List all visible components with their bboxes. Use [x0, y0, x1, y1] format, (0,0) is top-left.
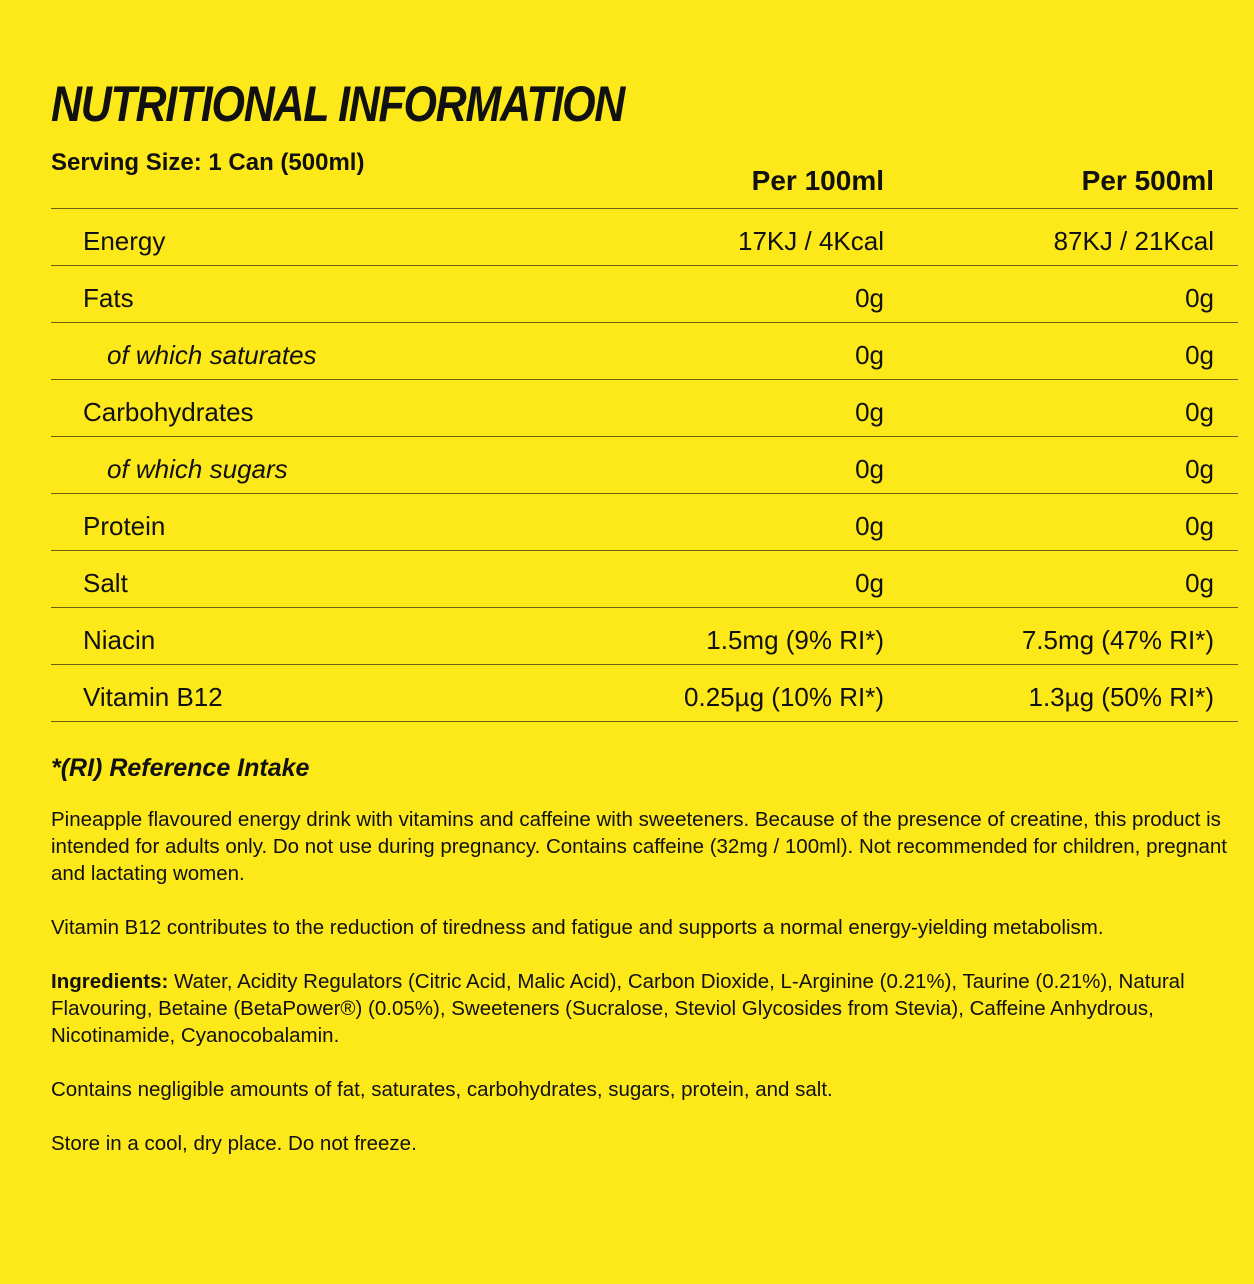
- ingredients-list: [51, 968, 1238, 1049]
- row-label: Carbohydrates: [83, 397, 254, 427]
- row-label: Energy: [83, 226, 166, 256]
- value-per-500ml: 0g: [1185, 511, 1214, 541]
- product-description: Pineapple flavoured energy drink with vitamins and caffeine with sweeteners. Because of the presence of creatine, this product is intended for adults only. Do not use during pregnancy. Contains caffeine (32mg / 100ml). Not recommended for children, pregnant and lactating women.: [51, 808, 1228, 885]
- row-label: of which saturates: [107, 340, 317, 370]
- row-label: Niacin: [83, 625, 156, 655]
- value-per-100ml: 17KJ / 4Kcal: [738, 226, 884, 256]
- row-label: Salt: [83, 568, 128, 598]
- table-row-protein: [51, 494, 1238, 551]
- row-label: Fats: [83, 283, 134, 313]
- table-row-fats: [51, 266, 1238, 323]
- column-header-per-500ml: Per 500ml: [1081, 165, 1214, 196]
- value-per-100ml: 0.25µg (10% RI*): [684, 682, 884, 712]
- vitamin-b12-claim: Vitamin B12 contributes to the reduction of tiredness and fatigue and supports a normal energy-yielding metabolism.: [51, 916, 1104, 939]
- nutrition-table: [51, 208, 1238, 722]
- table-row-carbohydrates: [51, 380, 1238, 437]
- table-row-niacin: [51, 608, 1238, 665]
- value-per-100ml: 0g: [855, 454, 884, 484]
- value-per-500ml: 0g: [1185, 568, 1214, 598]
- value-per-100ml: 0g: [855, 283, 884, 313]
- value-per-500ml: 0g: [1185, 283, 1214, 313]
- table-row-sugars: [51, 437, 1238, 494]
- storage-instructions: Store in a cool, dry place. Do not freeze.: [51, 1132, 417, 1155]
- table-row-vitamin-b12: [51, 665, 1238, 722]
- value-per-500ml: 0g: [1185, 454, 1214, 484]
- value-per-100ml: 0g: [855, 397, 884, 427]
- value-per-100ml: 1.5mg (9% RI*): [706, 625, 884, 655]
- value-per-100ml: 0g: [855, 568, 884, 598]
- value-per-500ml: 0g: [1185, 340, 1214, 370]
- value-per-500ml: 87KJ / 21Kcal: [1053, 226, 1214, 256]
- row-label: Protein: [83, 511, 166, 541]
- value-per-100ml: 0g: [855, 511, 884, 541]
- row-label: Vitamin B12: [83, 682, 223, 712]
- table-row-saturates: [51, 323, 1238, 380]
- row-label: of which sugars: [107, 454, 288, 484]
- negligible-amounts-note: Contains negligible amounts of fat, saturates, carbohydrates, sugars, protein, and salt.: [51, 1078, 833, 1101]
- value-per-500ml: 7.5mg (47% RI*): [1021, 625, 1214, 655]
- ingredients-label: Ingredients:: [51, 970, 169, 993]
- value-per-100ml: 0g: [855, 340, 884, 370]
- value-per-500ml: 1.3µg (50% RI*): [1028, 682, 1214, 712]
- value-per-500ml: 0g: [1185, 397, 1214, 427]
- table-row-energy: [51, 209, 1238, 266]
- ingredients-text: Water, Acidity Regulators (Citric Acid, Malic Acid), Carbon Dioxide, L-Arginine (0.21%), Taurine (0.21%), Natural Flavouring, Betaine (BetaPower®) (0.05%), Sweeteners (Sucralose, Steviol Glycosides from Stevia), Caffeine Anhydrous, Nicotinamide, Cyanocobalamin.: [51, 970, 1185, 1047]
- page-title: NUTRITIONAL INFORMATION: [51, 76, 625, 132]
- serving-size: Serving Size: 1 Can (500ml): [51, 149, 365, 176]
- column-header-per-100ml: Per 100ml: [751, 165, 884, 196]
- table-row-salt: [51, 551, 1238, 608]
- reference-intake-note: *(RI) Reference Intake: [51, 754, 310, 782]
